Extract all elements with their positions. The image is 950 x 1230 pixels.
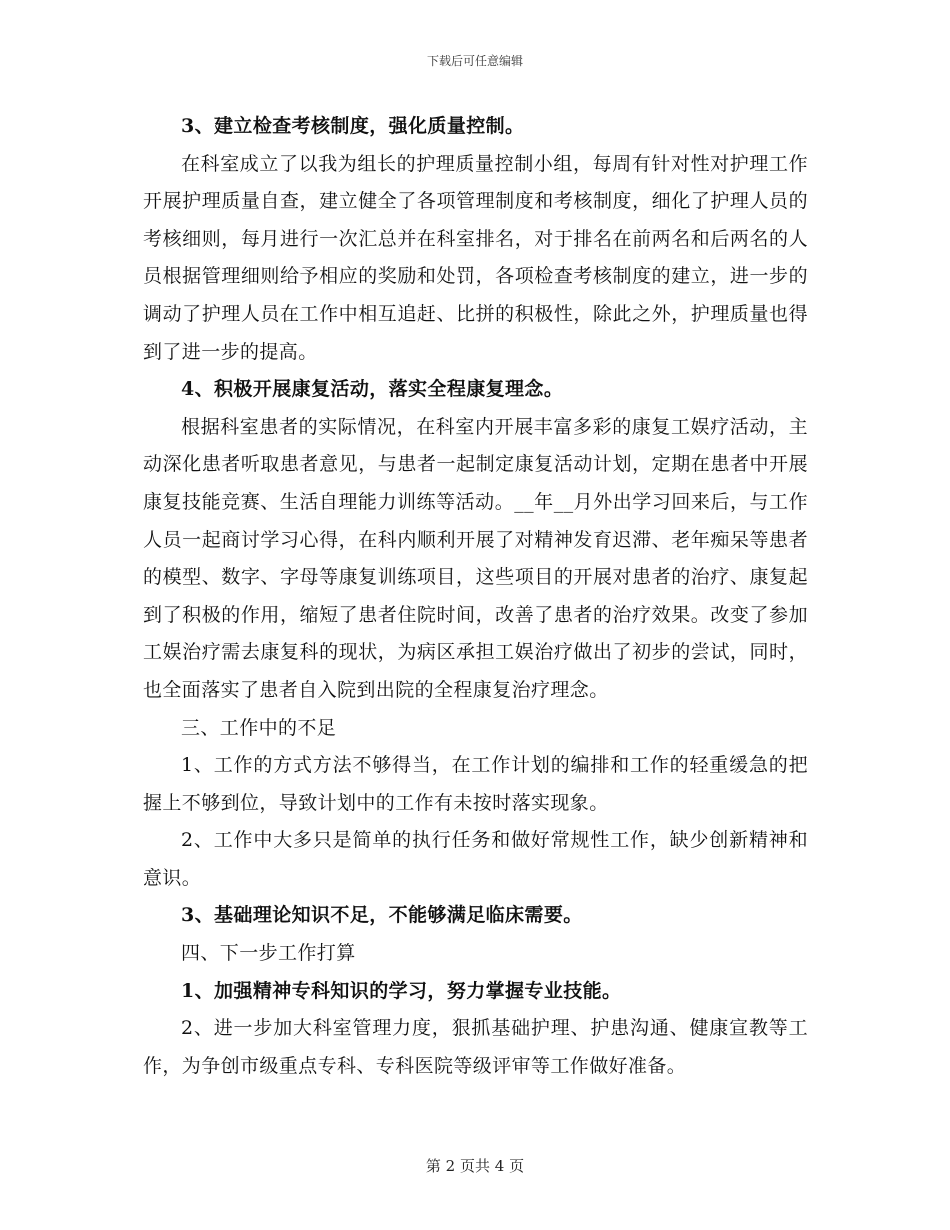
document-body [143, 108, 808, 1085]
paragraph-plan-1: 1、加强精神专科知识的学习，努力掌握专业技能。 [181, 979, 622, 1002]
paragraph-shortcoming-1: 1、工作的方式方法不够得当，在工作计划的编排和工作的轻重缓急的把握上不够到位，导致计划中的工作有未按时落实现象。 [143, 754, 808, 814]
section-heading-next-steps: 四、下一步工作打算 [181, 942, 356, 965]
page-footer: 第 2 页共 4 页 [425, 1157, 525, 1175]
section-heading-shortcomings: 三、工作中的不足 [181, 716, 337, 739]
section-heading-inspection: 3、建立检查考核制度，强化质量控制。 [181, 115, 525, 137]
paragraph-plan-2: 2、进一步加大科室管理力度，狠抓基础护理、护患沟通、健康宣教等工作，为争创市级重点专科、专科医院等级评审等工作做好准备。 [143, 1017, 808, 1077]
paragraph-shortcoming-3: 3、基础理论知识不足，不能够满足临床需要。 [181, 904, 583, 927]
paragraph-shortcoming-2: 2、工作中大多只是简单的执行任务和做好常规性工作，缺少创新精神和意识。 [143, 829, 808, 889]
paragraph-rehabilitation: 根据科室患者的实际情况，在科室内开展丰富多彩的康复工娱疗活动，主动深化患者听取患者意见，与患者一起制定康复活动计划，定期在患者中开展康复技能竞赛、生活自理能力训练等活动。__年__月外出学习回来后，与工作人员一起商讨学习心得，在科内顺利开展了对精神发育迟滞、老年痴呆等患者的模型、数字、字母等康复训练项目，这些项目的开展对患者的治疗、康复起到了积极的作用，缩短了患者住院时间，改善了患者的治疗效果。改变了参加工娱治疗需去康复科的现状，为病区承担工娱治疗做出了初步的尝试，同时，也全面落实了患者自入院到出院的全程康复治疗理念。 [143, 415, 808, 701]
section-heading-rehabilitation: 4、积极开展康复活动，落实全程康复理念。 [181, 378, 564, 401]
paragraph-quality-control: 在科室成立了以我为组长的护理质量控制小组，每周有针对性对护理工作开展护理质量自查，建立健全了各项管理制度和考核制度，细化了护理人员的考核细则，每月进行一次汇总并在科室排名，对于排名在前两名和后两名的人员根据管理细则给予相应的奖励和处罚，各项检查考核制度的建立，进一步的调动了护理人员在工作中相互追赶、比拼的积极性，除此之外，护理质量也得到了进一步的提高。 [143, 152, 808, 363]
page-header: 下载后可任意编辑 [426, 54, 523, 68]
